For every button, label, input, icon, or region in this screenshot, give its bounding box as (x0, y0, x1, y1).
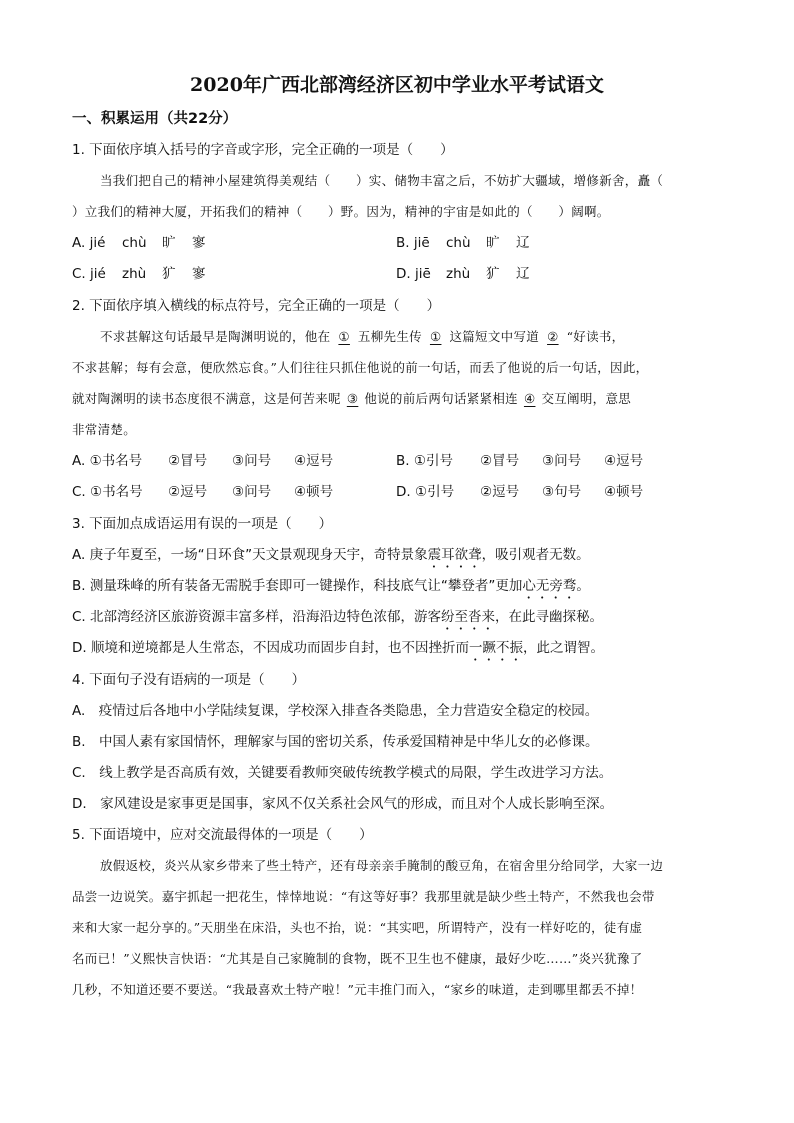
question-3-option-c[interactable] (72, 608, 603, 633)
option-pinyin-1: A. jié (72, 235, 106, 251)
passage-text: 不求甚解这句话最早是陶渊明说的，他在 (100, 329, 331, 344)
option-part-3: ③问号 (232, 484, 272, 500)
question-2-passage-line-2: 不求甚解；每有会意，便欣然忘食。”人们往往只抓住他说的前一句话，而丢了他说的后一句话，因此， (72, 360, 649, 375)
option-text: 。 (576, 578, 590, 594)
option-char-1: 旷 (162, 235, 176, 251)
blank-1-repeat: ① (429, 329, 442, 344)
question-1-passage-line-2: ）立我们的精神大厦，开拓我们的精神（ ）野。因为，精神的宇宙是如此的（ ）阔啊。 (72, 204, 610, 219)
question-2-passage-line-4: 非常清楚。 (72, 422, 137, 437)
question-3-option-b[interactable] (72, 577, 590, 602)
option-part-4: ④逗号 (604, 453, 644, 469)
option-part-2: ②冒号 (168, 453, 208, 469)
option-text: ，此之谓智。 (522, 640, 604, 656)
option-part-3: ③句号 (542, 484, 582, 500)
option-text: C. 北部湾经济区旅游资源丰富多样，沿海沿边特色浓郁，游客 (72, 609, 442, 625)
passage-text: 他说的前后两句话紧紧相连 (364, 391, 518, 406)
option-text: B. 测量珠峰的所有装备无需脱手套即可一键操作，科技底气让“攀登者”更加 (72, 578, 523, 594)
option-part-2: ②冒号 (480, 453, 520, 469)
option-part-2: ②逗号 (480, 484, 520, 500)
question-2-passage-line-3 (72, 390, 631, 408)
passage-text: 五柳先生传 (357, 329, 422, 344)
question-4-stem: 4. 下面句子没有语病的一项是（ ） (72, 672, 306, 688)
option-part-1: C. ①书名号 (72, 484, 143, 500)
question-3-option-a[interactable] (72, 546, 590, 571)
question-4-option-b[interactable]: B. 中国人素有家国情怀，理解家与国的密切关系，传承爱国精神是中华儿女的必修课。 (72, 734, 599, 750)
question-1-option-c[interactable] (72, 265, 206, 283)
option-pinyin-2: chù (446, 235, 471, 251)
page-title: 2020年广西北部湾经济区初中学业水平考试语文 (190, 74, 604, 96)
idiom-marked: 一蹶不振 (468, 640, 523, 656)
option-text: ，吸引观者无数。 (481, 547, 590, 563)
option-part-4: ④顿号 (294, 484, 334, 500)
question-1-passage-line-1: 当我们把自己的精神小屋建筑得美观结（ ）实、储物丰富之后，不妨扩大疆域，增修新舍，矗（ (100, 173, 664, 188)
question-3-stem: 3. 下面加点成语运用有误的一项是（ ） (72, 516, 333, 532)
question-1-option-b[interactable] (396, 234, 530, 252)
option-pinyin-2: zhù (122, 266, 147, 282)
option-part-3: ③问号 (542, 453, 582, 469)
option-pinyin-2: chù (122, 235, 147, 251)
question-1-option-a[interactable] (72, 234, 206, 252)
question-1-stem: 1. 下面依序填入括号的字音或字形，完全正确的一项是（ ） (72, 142, 454, 158)
question-4-option-d[interactable]: D. 家风建设是家事更是国事，家风不仅关系社会风气的形成，而且对个人成长影响至深。 (72, 796, 614, 812)
option-char-2: 寥 (192, 235, 206, 251)
option-char-2: 辽 (516, 235, 530, 251)
option-pinyin-1: C. jié (72, 266, 106, 282)
question-2-option-c[interactable] (72, 483, 333, 501)
question-2-passage-line-1 (100, 328, 624, 346)
idiom-marked: 震耳欲聋 (427, 547, 482, 563)
blank-4: ④ (523, 391, 536, 406)
question-5-passage-line-3: 来和大家一起分享的。”天朋坐在床沿，头也不抬，说：“其实吧，所谓特产，没有一样好吃的，徒有虚 (72, 920, 643, 935)
option-char-1: 犷 (162, 266, 176, 282)
option-part-3: ③问号 (232, 453, 272, 469)
question-2-stem: 2. 下面依序填入横线的标点符号，完全正确的一项是（ ） (72, 298, 441, 314)
option-part-4: ④逗号 (294, 453, 334, 469)
idiom-marked: 心无旁骛 (522, 578, 577, 594)
question-2-option-d[interactable] (396, 483, 643, 501)
passage-text: 交互阐明，意思 (541, 391, 632, 406)
option-part-1: B. ①引号 (396, 453, 453, 469)
blank-1: ① (338, 329, 350, 344)
option-text: ，在此寻幽探秘。 (495, 609, 604, 625)
idiom-marked: 纷至沓来 (441, 609, 496, 625)
question-5-passage-line-2: 品尝一边说笑。嘉宇抓起一把花生，悻悻地说：“有这等好事？我那里就是缺少些土特产，不然我也会带 (72, 889, 655, 904)
passage-text: 就对陶渊明的读书态度很不满意，这是何苦来呢 (72, 391, 341, 406)
question-5-stem: 5. 下面语境中，应对交流最得体的一项是（ ） (72, 827, 373, 843)
option-text: A. 庚子年夏至，一场“日环食”天文景观现身天宇，奇特景象 (72, 547, 428, 563)
question-5-passage-line-5: 几秒，不知道还要不要送。“我最喜欢土特产啦！”元丰推门而入，“家乡的味道，走到哪里都丢不掉！ (72, 982, 643, 997)
question-3-option-d[interactable] (72, 639, 604, 664)
question-5-passage-line-4: 名而已！”义熙快言快语：“尤其是自己家腌制的食物，既不卫生也不健康，最好少吃……”炎兴犹豫了 (72, 951, 643, 966)
question-2-option-b[interactable] (396, 452, 643, 470)
question-5-passage-line-1: 放假返校，炎兴从家乡带来了些土特产，还有母亲亲手腌制的酸豆角，在宿舍里分给同学，大家一边 (100, 858, 664, 873)
passage-text: 这篇短文中写道 (449, 329, 540, 344)
option-part-1: A. ①书名号 (72, 453, 143, 469)
blank-2: ② (547, 329, 559, 344)
option-text: D. 顺境和逆境都是人生常态，不因成功而固步自封，也不因挫折而 (72, 640, 469, 656)
option-char-1: 旷 (486, 235, 500, 251)
option-part-2: ②逗号 (168, 484, 208, 500)
option-part-4: ④顿号 (604, 484, 644, 500)
section-heading: 一、积累运用（共22分） (72, 111, 238, 127)
option-char-2: 寥 (192, 266, 206, 282)
question-4-option-a[interactable]: A. 疫情过后各地中小学陆续复课，学校深入排查各类隐患，全力营造安全稳定的校园。 (72, 703, 599, 719)
option-pinyin-2: zhù (446, 266, 471, 282)
question-1-option-d[interactable] (396, 265, 530, 283)
option-pinyin-1: B. jiē (396, 235, 430, 251)
question-4-option-c[interactable]: C. 线上教学是否高质有效，关键要看教师突破传统教学模式的局限，学生改进学习方法。 (72, 765, 613, 781)
passage-text: “好读书， (566, 329, 625, 344)
option-char-1: 犷 (486, 266, 500, 282)
blank-3: ③ (346, 391, 359, 406)
option-pinyin-1: D. jiē (396, 266, 431, 282)
question-2-option-a[interactable] (72, 452, 333, 470)
option-part-1: D. ①引号 (396, 484, 455, 500)
option-char-2: 辽 (516, 266, 530, 282)
